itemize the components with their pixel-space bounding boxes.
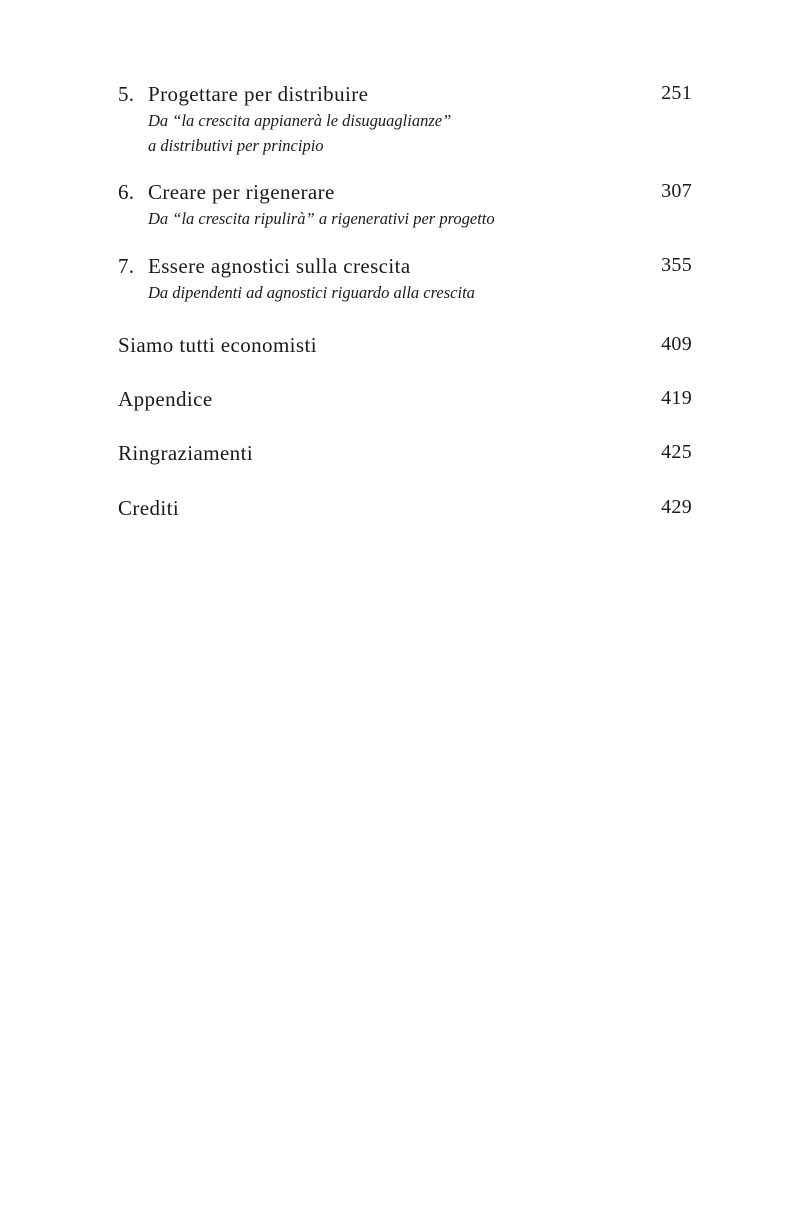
toc-chapter-5	[118, 82, 692, 158]
section-title: Appendice	[118, 387, 213, 411]
chapter-number: 5.	[118, 82, 135, 106]
chapter-subtitle-line: Da dipendenti ad agnostici riguardo alla crescita	[148, 283, 475, 302]
page-number: 425	[661, 441, 692, 463]
toc-section-appendice	[118, 387, 692, 415]
chapter-subtitle-line: Da “la crescita appianerà le disuguaglianze”	[148, 111, 452, 130]
page-number: 419	[661, 387, 692, 409]
chapter-subtitle-line: Da “la crescita ripulirà” a rigenerativi per progetto	[148, 209, 495, 228]
toc-chapter-6	[118, 180, 692, 231]
chapter-number: 7.	[118, 254, 135, 278]
page-number: 429	[661, 496, 692, 518]
chapter-number: 6.	[118, 180, 135, 204]
chapter-title: Progettare per distribuire	[148, 82, 369, 106]
toc-section-ringraziamenti	[118, 441, 692, 469]
toc-chapter-7	[118, 254, 692, 305]
section-title: Ringraziamenti	[118, 441, 254, 465]
toc-section-siamo-tutti-economisti	[118, 333, 692, 361]
chapter-title: Essere agnostici sulla crescita	[148, 254, 411, 278]
section-title: Crediti	[118, 496, 180, 520]
toc-section-crediti	[118, 496, 692, 524]
chapter-subtitle-line: a distributivi per principio	[148, 136, 324, 155]
page-number: 251	[661, 82, 692, 104]
chapter-title: Creare per rigenerare	[148, 180, 335, 204]
page-number: 355	[661, 254, 692, 276]
section-title: Siamo tutti economisti	[118, 333, 317, 357]
page-number: 307	[661, 180, 692, 202]
page-number: 409	[661, 333, 692, 355]
